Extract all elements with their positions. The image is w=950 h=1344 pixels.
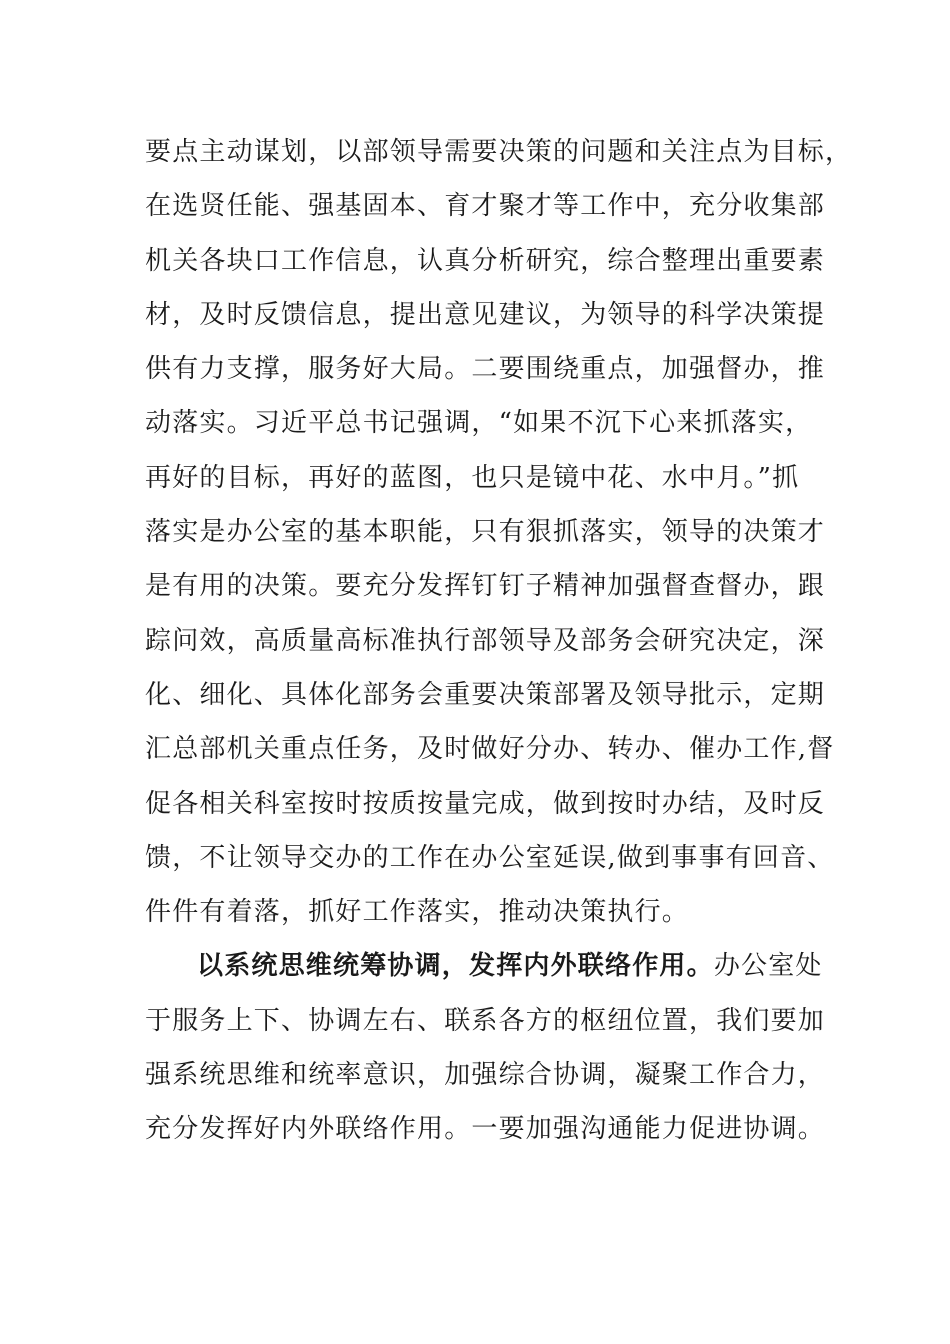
text-line: 促各相关科室按时按质按量完成，做到按时办结，及时反 xyxy=(145,788,826,819)
text-line: 汇总部机关重点任务，及时做好分办、转办、催办工作,督 xyxy=(145,734,835,765)
text-line: 动落实。习近平总书记强调，“如果不沉下心来抓落实， xyxy=(145,408,813,439)
heading-trailing-text: 办公室处 xyxy=(713,951,823,982)
text-line: 是有用的决策。要充分发挥钉钉子精神加强督查督办，跟 xyxy=(145,571,826,602)
text-line: 在选贤任能、强基固本、育才聚才等工作中，充分收集部 xyxy=(145,191,826,222)
text-line: 落实是办公室的基本职能，只有狠抓落实，领导的决策才 xyxy=(145,517,826,548)
text-line: 供有力支撑，服务好大局。二要围绕重点，加强督办，推 xyxy=(145,354,826,385)
paragraph-first-line xyxy=(145,944,823,998)
text-line: 于服务上下、协调左右、联系各方的枢纽位置，我们要加 xyxy=(145,1005,826,1036)
text-line: 强系统思维和统率意识，加强综合协调，凝聚工作合力， xyxy=(145,1060,826,1091)
text-line: 材，及时反馈信息，提出意见建议，为领导的科学决策提 xyxy=(145,299,826,330)
text-line: 再好的目标，再好的蓝图，也只是镜中花、水中月。”抓 xyxy=(145,462,800,493)
text-line: 件件有着落，抓好工作落实，推动决策执行。 xyxy=(145,897,690,928)
text-line: 馈，不让领导交办的工作在办公室延误,做到事事有回音、 xyxy=(145,842,835,873)
text-line: 充分发挥好内外联络作用。一要加强沟通能力促进协调。 xyxy=(145,1114,826,1145)
section-heading: 以系统思维统筹协调，发挥内外联络作用。 xyxy=(197,951,714,982)
text-line: 踪问效，高质量高标准执行部领导及部务会研究决定，深 xyxy=(145,625,826,656)
text-line: 机关各块口工作信息，认真分析研究，综合整理出重要素 xyxy=(145,245,826,276)
text-line: 化、细化、具体化部务会重要决策部署及领导批示，定期 xyxy=(145,679,826,710)
text-line: 要点主动谋划，以部领导需要决策的问题和关注点为目标， xyxy=(145,137,853,167)
body-text xyxy=(145,130,853,1162)
